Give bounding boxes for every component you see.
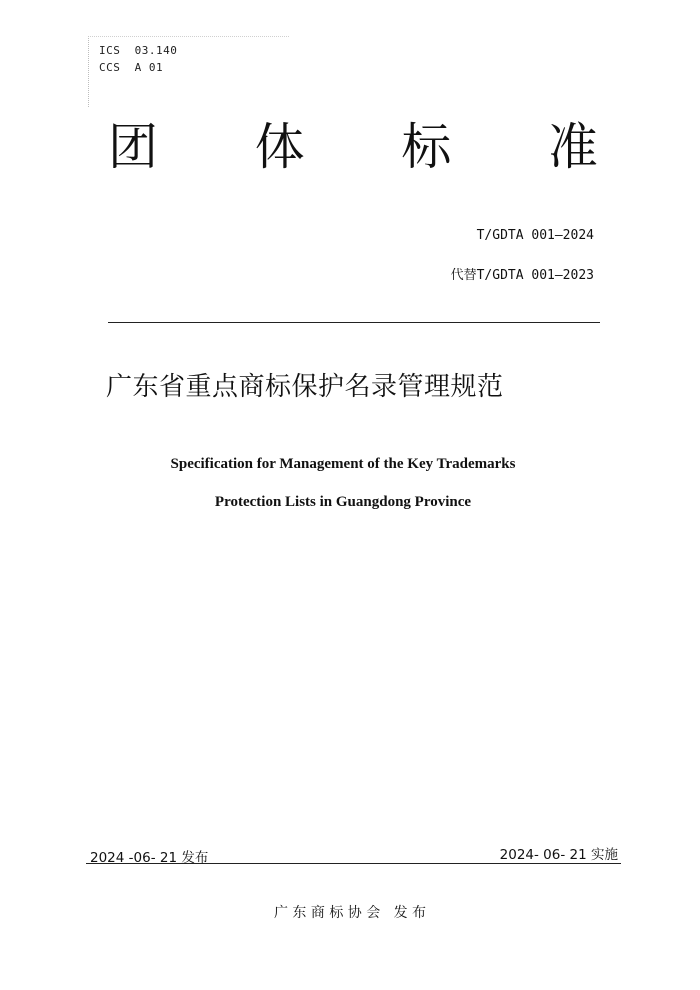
implementation-date: 2024- 06- 21 实施 — [499, 847, 618, 863]
footer-divider — [86, 863, 621, 864]
replaces-number: T/GDTA 001—2023 — [476, 268, 594, 283]
replaced-standard-number — [451, 264, 594, 283]
publisher: 广 东 商 标 协 会 发 布 — [273, 905, 427, 921]
english-title-line-2: Protection Lists in Guangdong Province — [214, 494, 472, 510]
standard-type-char: 团 — [108, 118, 158, 176]
issue-date: 2024 -06- 21 发布 — [90, 850, 209, 866]
standard-type-char: 体 — [254, 118, 305, 176]
standard-type-char: 标 — [401, 118, 452, 176]
classification-box — [88, 36, 289, 107]
header-divider — [108, 322, 600, 323]
standard-type-char: 准 — [547, 118, 598, 176]
ics-code: ICS 03.140 — [99, 44, 178, 57]
standard-number: T/GDTA 001—2024 — [476, 228, 594, 243]
ccs-code: CCS A 01 — [99, 61, 164, 74]
replaces-label: 代替 — [450, 268, 477, 283]
english-title-line-1: Specification for Management of the Key Trademarks — [170, 456, 516, 472]
chinese-title: 广东省重点商标保护名录管理规范 — [106, 372, 504, 402]
standard-type-heading — [108, 112, 598, 182]
